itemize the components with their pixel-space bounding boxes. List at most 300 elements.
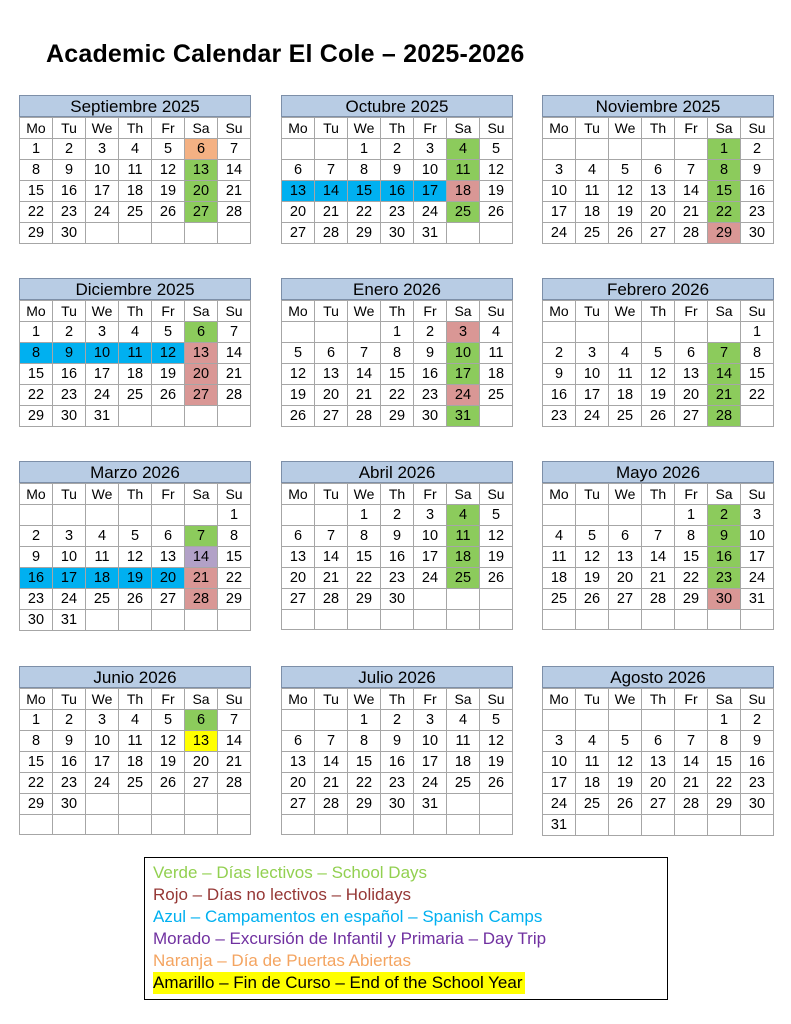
weekday-header: Mo <box>282 301 315 322</box>
legend-holidays: Rojo – Días no lectivos – Holidays <box>153 885 411 904</box>
day-cell: 9 <box>53 160 86 181</box>
weekday-header: Th <box>642 118 675 139</box>
day-cell: 3 <box>414 505 447 526</box>
empty-cell <box>576 505 609 526</box>
day-cell: 19 <box>609 202 642 223</box>
day-cell: 7 <box>218 710 251 731</box>
day-cell: 29 <box>348 589 381 610</box>
weekday-header: Sa <box>447 301 480 322</box>
day-cell: 5 <box>282 343 315 364</box>
day-cell: 21 <box>675 773 708 794</box>
empty-cell <box>447 794 480 815</box>
empty-cell <box>282 505 315 526</box>
weekday-header: We <box>348 689 381 710</box>
day-cell: 5 <box>609 731 642 752</box>
day-cell: 13 <box>282 181 315 202</box>
week-row <box>20 773 251 794</box>
week-row <box>543 794 774 815</box>
day-cell: 23 <box>381 202 414 223</box>
day-cell: 13 <box>152 547 185 568</box>
empty-cell <box>480 815 513 835</box>
week-row <box>282 343 513 364</box>
day-cell: 17 <box>414 181 447 202</box>
weekday-header: Sa <box>185 301 218 322</box>
day-cell: 5 <box>152 322 185 343</box>
weekday-header: Fr <box>152 484 185 505</box>
day-cell: 5 <box>642 343 675 364</box>
empty-cell <box>642 505 675 526</box>
day-cell: 19 <box>642 385 675 406</box>
week-row <box>20 710 251 731</box>
day-cell: 3 <box>576 343 609 364</box>
day-cell: 31 <box>414 794 447 815</box>
week-row <box>282 385 513 406</box>
day-cell: 22 <box>348 202 381 223</box>
weekday-header: Su <box>480 689 513 710</box>
empty-cell <box>20 815 53 835</box>
day-cell: 30 <box>53 794 86 815</box>
week-row <box>282 731 513 752</box>
day-cell: 14 <box>675 752 708 773</box>
weekday-header: Fr <box>152 301 185 322</box>
day-cell: 29 <box>348 794 381 815</box>
day-cell: 9 <box>20 547 53 568</box>
day-cell: 18 <box>480 364 513 385</box>
day-cell: 29 <box>675 589 708 610</box>
day-cell: 27 <box>282 223 315 244</box>
weekday-header: Tu <box>53 484 86 505</box>
empty-cell <box>152 794 185 815</box>
day-cell: 21 <box>315 202 348 223</box>
day-cell: 20 <box>282 568 315 589</box>
empty-cell <box>414 589 447 610</box>
day-cell: 9 <box>543 364 576 385</box>
week-row <box>282 139 513 160</box>
empty-cell <box>185 815 218 835</box>
day-cell: 22 <box>708 773 741 794</box>
day-cell: 10 <box>53 547 86 568</box>
weekday-header: Su <box>218 689 251 710</box>
day-cell: 15 <box>348 181 381 202</box>
day-cell: 8 <box>708 731 741 752</box>
day-cell: 7 <box>708 343 741 364</box>
day-cell: 26 <box>609 794 642 815</box>
week-row <box>282 223 513 244</box>
day-cell: 31 <box>53 610 86 631</box>
day-cell: 24 <box>414 773 447 794</box>
day-cell: 16 <box>53 181 86 202</box>
empty-cell <box>414 610 447 630</box>
month-title: Julio 2026 <box>281 666 513 688</box>
day-cell: 13 <box>315 364 348 385</box>
day-cell: 12 <box>152 160 185 181</box>
empty-cell <box>86 223 119 244</box>
weekday-header: Tu <box>576 689 609 710</box>
day-cell: 13 <box>675 364 708 385</box>
month-title: Noviembre 2025 <box>542 95 774 117</box>
weekday-header: We <box>348 118 381 139</box>
week-row <box>282 610 513 630</box>
day-cell: 24 <box>447 385 480 406</box>
weekday-header: Mo <box>282 484 315 505</box>
empty-cell <box>185 794 218 815</box>
empty-cell <box>381 610 414 630</box>
day-cell: 9 <box>741 160 774 181</box>
day-cell: 23 <box>53 202 86 223</box>
week-row <box>282 181 513 202</box>
week-row <box>543 815 774 836</box>
day-cell: 7 <box>218 139 251 160</box>
day-cell: 19 <box>152 364 185 385</box>
empty-cell <box>315 610 348 630</box>
day-cell: 2 <box>53 139 86 160</box>
weekday-header: Sa <box>708 118 741 139</box>
day-cell: 5 <box>152 710 185 731</box>
day-cell: 4 <box>480 322 513 343</box>
day-cell: 30 <box>741 794 774 815</box>
day-cell: 14 <box>675 181 708 202</box>
day-cell: 11 <box>119 731 152 752</box>
empty-cell <box>480 610 513 630</box>
week-row <box>543 322 774 343</box>
day-cell: 21 <box>218 752 251 773</box>
day-cell: 26 <box>642 406 675 427</box>
day-cell: 7 <box>675 731 708 752</box>
day-cell: 30 <box>20 610 53 631</box>
weekday-header: We <box>86 118 119 139</box>
day-cell: 28 <box>315 589 348 610</box>
weekday-header: Su <box>741 484 774 505</box>
day-cell: 31 <box>86 406 119 427</box>
month-block <box>19 278 251 427</box>
day-cell: 1 <box>348 505 381 526</box>
day-cell: 23 <box>53 385 86 406</box>
week-row <box>543 773 774 794</box>
day-cell: 29 <box>218 589 251 610</box>
day-cell: 7 <box>315 526 348 547</box>
day-cell: 2 <box>53 710 86 731</box>
day-cell: 14 <box>708 364 741 385</box>
weekday-header: Tu <box>576 118 609 139</box>
day-cell: 20 <box>315 385 348 406</box>
day-cell: 17 <box>53 568 86 589</box>
day-cell: 17 <box>86 752 119 773</box>
day-cell: 1 <box>348 710 381 731</box>
day-cell: 6 <box>185 139 218 160</box>
empty-cell <box>119 406 152 427</box>
day-cell: 28 <box>348 406 381 427</box>
day-cell: 20 <box>282 202 315 223</box>
day-cell: 1 <box>20 710 53 731</box>
week-row <box>543 406 774 427</box>
day-cell: 15 <box>20 364 53 385</box>
day-cell: 28 <box>675 223 708 244</box>
day-cell: 14 <box>348 364 381 385</box>
weekday-header: Sa <box>185 118 218 139</box>
day-cell: 2 <box>414 322 447 343</box>
day-cell: 11 <box>480 343 513 364</box>
day-cell: 22 <box>20 385 53 406</box>
empty-cell <box>119 610 152 631</box>
day-cell: 11 <box>86 547 119 568</box>
day-cell: 26 <box>609 223 642 244</box>
day-cell: 2 <box>708 505 741 526</box>
day-cell: 20 <box>609 568 642 589</box>
day-cell: 20 <box>642 202 675 223</box>
weekday-header: Fr <box>152 118 185 139</box>
day-cell: 11 <box>576 752 609 773</box>
weekday-header: Th <box>119 301 152 322</box>
day-cell: 3 <box>414 710 447 731</box>
day-cell: 12 <box>152 343 185 364</box>
weekday-header: Sa <box>708 689 741 710</box>
day-cell: 18 <box>609 385 642 406</box>
week-row <box>20 202 251 223</box>
day-cell: 1 <box>20 139 53 160</box>
empty-cell <box>282 710 315 731</box>
week-row <box>20 568 251 589</box>
day-cell: 21 <box>218 181 251 202</box>
day-cell: 10 <box>741 526 774 547</box>
day-cell: 14 <box>218 343 251 364</box>
empty-cell <box>86 505 119 526</box>
month-title: Mayo 2026 <box>542 461 774 483</box>
day-cell: 24 <box>414 568 447 589</box>
empty-cell <box>675 710 708 731</box>
week-row <box>20 364 251 385</box>
weekday-header: Mo <box>543 484 576 505</box>
day-cell: 9 <box>381 526 414 547</box>
day-cell: 7 <box>315 160 348 181</box>
day-cell: 26 <box>152 385 185 406</box>
month-title: Septiembre 2025 <box>19 95 251 117</box>
day-cell: 15 <box>741 364 774 385</box>
weekday-header: Th <box>119 484 152 505</box>
week-row <box>282 589 513 610</box>
day-cell: 11 <box>576 181 609 202</box>
day-cell: 10 <box>86 160 119 181</box>
day-cell: 6 <box>315 343 348 364</box>
day-cell: 6 <box>642 160 675 181</box>
day-cell: 9 <box>741 731 774 752</box>
day-cell: 17 <box>414 547 447 568</box>
day-cell: 3 <box>543 160 576 181</box>
empty-cell <box>282 139 315 160</box>
day-cell: 8 <box>381 343 414 364</box>
empty-cell <box>675 322 708 343</box>
week-row <box>282 773 513 794</box>
empty-cell <box>642 610 675 630</box>
empty-cell <box>119 794 152 815</box>
empty-cell <box>185 406 218 427</box>
week-row <box>282 568 513 589</box>
day-cell: 12 <box>576 547 609 568</box>
week-row <box>282 752 513 773</box>
week-row <box>543 181 774 202</box>
week-row <box>20 385 251 406</box>
empty-cell <box>480 589 513 610</box>
day-cell: 1 <box>348 139 381 160</box>
day-cell: 24 <box>543 223 576 244</box>
day-cell: 15 <box>348 752 381 773</box>
day-cell: 1 <box>381 322 414 343</box>
empty-cell <box>576 139 609 160</box>
week-row <box>543 710 774 731</box>
day-cell: 18 <box>86 568 119 589</box>
day-cell: 22 <box>381 385 414 406</box>
day-cell: 20 <box>185 181 218 202</box>
day-cell: 1 <box>20 322 53 343</box>
weekday-header: Su <box>218 301 251 322</box>
day-cell: 25 <box>119 773 152 794</box>
weekday-header: Su <box>480 301 513 322</box>
day-cell: 24 <box>543 794 576 815</box>
month-title: Marzo 2026 <box>19 461 251 483</box>
weekday-header: We <box>86 301 119 322</box>
empty-cell <box>218 794 251 815</box>
day-cell: 23 <box>741 773 774 794</box>
day-cell: 16 <box>414 364 447 385</box>
day-cell: 2 <box>53 322 86 343</box>
day-cell: 14 <box>315 181 348 202</box>
week-row <box>282 505 513 526</box>
weekday-header: Tu <box>53 118 86 139</box>
weekday-header: Mo <box>543 689 576 710</box>
day-cell: 21 <box>315 568 348 589</box>
empty-cell <box>576 710 609 731</box>
day-cell: 12 <box>642 364 675 385</box>
day-cell: 29 <box>348 223 381 244</box>
weekday-header: Th <box>381 484 414 505</box>
month-title: Enero 2026 <box>281 278 513 300</box>
day-cell: 22 <box>20 773 53 794</box>
month-block <box>19 95 251 244</box>
week-row <box>20 794 251 815</box>
day-cell: 18 <box>119 752 152 773</box>
month-block <box>281 461 513 630</box>
legend <box>144 857 668 1000</box>
day-cell: 12 <box>609 181 642 202</box>
legend-end-of-year: Amarillo – Fin de Curso – End of the School Year <box>153 973 523 992</box>
day-cell: 5 <box>152 139 185 160</box>
day-cell: 17 <box>543 202 576 223</box>
day-cell: 6 <box>642 731 675 752</box>
day-cell: 7 <box>675 160 708 181</box>
week-row <box>20 752 251 773</box>
day-cell: 11 <box>609 364 642 385</box>
empty-cell <box>86 610 119 631</box>
day-cell: 20 <box>642 773 675 794</box>
week-row <box>543 139 774 160</box>
day-cell: 10 <box>543 752 576 773</box>
month-block <box>281 666 513 835</box>
day-cell: 10 <box>414 731 447 752</box>
day-cell: 16 <box>381 547 414 568</box>
weekday-header: We <box>609 689 642 710</box>
week-row <box>20 181 251 202</box>
weekday-header: Sa <box>708 301 741 322</box>
day-cell: 15 <box>218 547 251 568</box>
empty-cell <box>348 815 381 835</box>
day-cell: 14 <box>315 547 348 568</box>
empty-cell <box>447 589 480 610</box>
day-cell: 15 <box>708 181 741 202</box>
month-block <box>542 95 774 244</box>
day-cell: 20 <box>185 364 218 385</box>
empty-cell <box>609 322 642 343</box>
empty-cell <box>119 815 152 835</box>
day-cell: 17 <box>741 547 774 568</box>
day-cell: 3 <box>543 731 576 752</box>
day-cell: 18 <box>576 202 609 223</box>
day-cell: 26 <box>480 773 513 794</box>
day-cell: 19 <box>609 773 642 794</box>
day-cell: 24 <box>53 589 86 610</box>
day-cell: 13 <box>185 160 218 181</box>
day-cell: 7 <box>315 731 348 752</box>
weekday-header: Tu <box>576 301 609 322</box>
empty-cell <box>543 322 576 343</box>
day-cell: 17 <box>543 773 576 794</box>
day-cell: 11 <box>119 343 152 364</box>
empty-cell <box>708 815 741 836</box>
week-row <box>20 589 251 610</box>
week-row <box>282 794 513 815</box>
day-cell: 16 <box>53 364 86 385</box>
day-cell: 25 <box>576 223 609 244</box>
week-row <box>20 547 251 568</box>
weekday-header: We <box>609 118 642 139</box>
empty-cell <box>282 815 315 835</box>
weekday-header: Sa <box>708 484 741 505</box>
day-cell: 13 <box>185 343 218 364</box>
day-cell: 27 <box>315 406 348 427</box>
day-cell: 8 <box>20 731 53 752</box>
day-cell: 13 <box>282 547 315 568</box>
weekday-header: We <box>86 484 119 505</box>
day-cell: 8 <box>20 160 53 181</box>
day-cell: 27 <box>185 202 218 223</box>
empty-cell <box>642 139 675 160</box>
week-row <box>20 223 251 244</box>
weekday-header: Tu <box>53 301 86 322</box>
week-row <box>20 815 251 835</box>
day-cell: 27 <box>282 589 315 610</box>
day-cell: 3 <box>414 139 447 160</box>
week-row <box>282 547 513 568</box>
empty-cell <box>315 505 348 526</box>
empty-cell <box>675 815 708 836</box>
day-cell: 27 <box>609 589 642 610</box>
day-cell: 16 <box>20 568 53 589</box>
day-cell: 19 <box>480 547 513 568</box>
day-cell: 3 <box>86 139 119 160</box>
month-block <box>19 461 251 631</box>
week-row <box>20 406 251 427</box>
day-cell: 18 <box>447 752 480 773</box>
weekday-header: Fr <box>414 118 447 139</box>
day-cell: 23 <box>543 406 576 427</box>
day-cell: 25 <box>447 568 480 589</box>
day-cell: 6 <box>185 322 218 343</box>
weekday-header: Tu <box>576 484 609 505</box>
day-cell: 28 <box>218 773 251 794</box>
day-cell: 25 <box>480 385 513 406</box>
legend-open-day: Naranja – Día de Puertas Abiertas <box>153 951 411 970</box>
day-cell: 4 <box>119 322 152 343</box>
day-cell: 23 <box>20 589 53 610</box>
day-cell: 25 <box>576 794 609 815</box>
